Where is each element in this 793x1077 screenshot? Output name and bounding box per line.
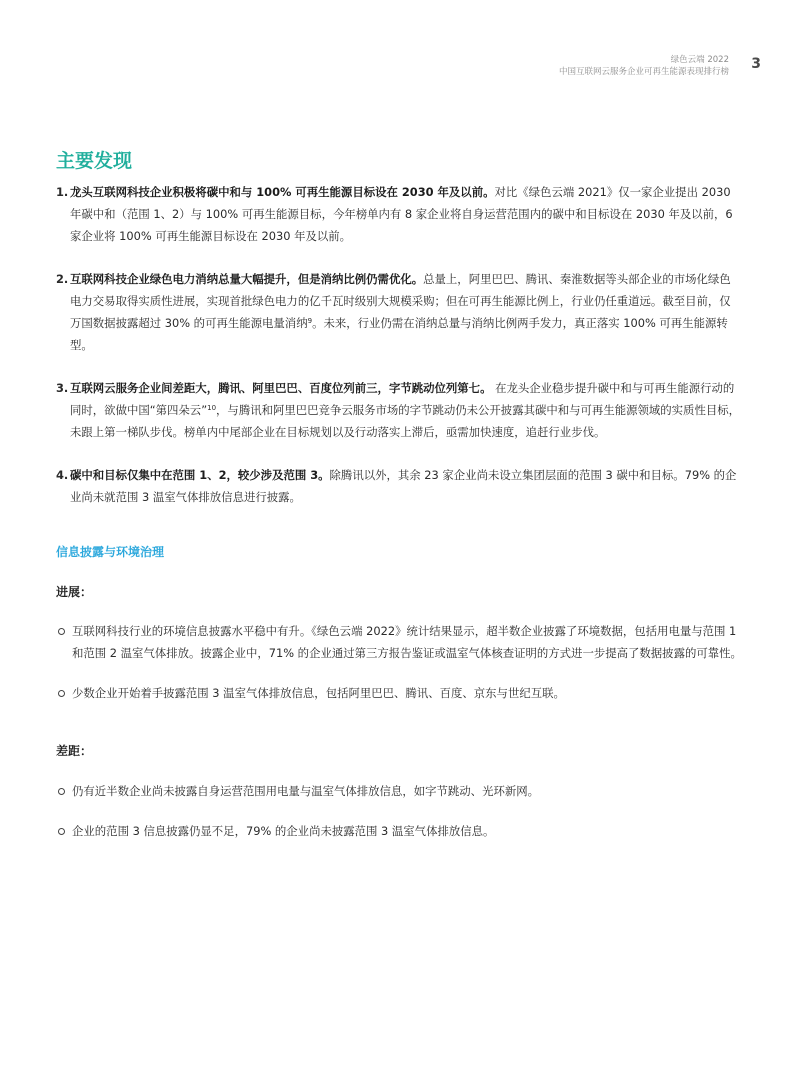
finding-text: 除腾讯以外，其余 23 家企业尚未设立集团层面的范围 3 碳中和目标。79% 的企业尚未就范围 3 温室气体排放信息进行披露。 (70, 468, 737, 504)
bullet-circle-icon (58, 628, 65, 635)
page-title: 主要发现 (56, 150, 133, 172)
finding-text: 对比《绿色云端 2021》仅一家企业提出 2030 年碳中和（范围 1、2）与 100% 可再生能源目标，今年榜单内有 8 家企业将自身运营范围内的碳中和目标设在 2030 年及以前，6 家企业将 100% 可再生能源目标设在 2030 年及以前。 (70, 185, 733, 243)
gap-heading: 差距： (56, 744, 93, 758)
finding-item (56, 464, 740, 508)
list-item (56, 682, 746, 704)
list-item (56, 620, 746, 664)
bullet-circle-icon (58, 788, 65, 795)
list-item-text: 仍有近半数企业尚未披露自身运营范围用电量与温室气体排放信息，如字节跳动、光环新网。 (72, 784, 540, 798)
progress-list (56, 620, 746, 722)
list-item (56, 820, 746, 842)
running-header (559, 54, 729, 78)
bullet-circle-icon (58, 690, 65, 697)
finding-item (56, 181, 740, 247)
finding-number: 4. (56, 468, 69, 482)
finding-text-cont: 。未来，行业仍需在消纳总量与消纳比例两手发力，真正落实 100% 可再生能源转型。 (70, 316, 728, 352)
finding-item (56, 268, 740, 356)
finding-text: 总量上，阿里巴巴、腾讯、秦淮数据等头部企业的市场化绿色电力交易取得实质性进展，实现首批绿色电力的亿千瓦时级别大规模采购；但在可再生能源比例上，行业仍任重道远。截至目前，仅万国数据披露超过 30% 的可再生能源电量消纳 (70, 272, 731, 330)
gap-list (56, 780, 746, 860)
header-report-subtitle: 中国互联网云服务企业可再生能源表现排行榜 (558, 67, 729, 77)
footnote-ref: 9 (307, 317, 313, 325)
finding-text: 在龙头企业稳步提升碳中和与可再生能源行动的同时，欲做中国“第四朵云” (70, 381, 735, 417)
finding-number: 1. (56, 185, 69, 199)
progress-heading: 进展： (56, 585, 93, 599)
section-title: 信息披露与环境治理 (56, 545, 165, 559)
finding-number: 3. (56, 381, 69, 395)
page-number: 3 (751, 56, 761, 72)
finding-headline: 龙头互联网科技企业积极将碳中和与 100% 可再生能源目标设在 2030 年及以前。 (70, 185, 495, 199)
list-item-text: 少数企业开始着手披露范围 3 温室气体排放信息，包括阿里巴巴、腾讯、百度、京东与世纪互联。 (72, 686, 565, 700)
finding-item (56, 377, 740, 443)
footnote-ref: 10 (207, 404, 217, 412)
finding-text-cont: ，与腾讯和阿里巴巴竞争云服务市场的字节跳动仍未公开披露其碳中和与可再生能源领域的实质性目标，未跟上第一梯队步伐。榜单内中尾部企业在目标规划以及行动落实上滞后，亟需加快速度，追赶行业步伐。 (70, 403, 741, 439)
list-item-text: 企业的范围 3 信息披露仍显不足，79% 的企业尚未披露范围 3 温室气体排放信息。 (72, 824, 495, 838)
finding-headline: 碳中和目标仅集中在范围 1、2，较少涉及范围 3。 (70, 468, 330, 482)
header-report-title: 绿色云端 2022 (670, 55, 729, 65)
list-item-text: 互联网科技行业的环境信息披露水平稳中有升。《绿色云端 2022》统计结果显示，超半数企业披露了环境数据，包括用电量与范围 1 和范围 2 温室气体排放。披露企业中，71% 的企业通过第三方报告鉴证或温室气体核查证明的方式进一步提高了数据披露的可靠性。 (72, 624, 742, 660)
finding-headline: 互联网云服务企业间差距大，腾讯、阿里巴巴、百度位列前三，字节跳动位列第七。 (70, 381, 492, 395)
finding-number: 2. (56, 272, 69, 286)
bullet-circle-icon (58, 828, 65, 835)
findings-list (56, 181, 740, 529)
finding-headline: 互联网科技企业绿色电力消纳总量大幅提升，但是消纳比例仍需优化。 (70, 272, 424, 286)
list-item (56, 780, 746, 802)
